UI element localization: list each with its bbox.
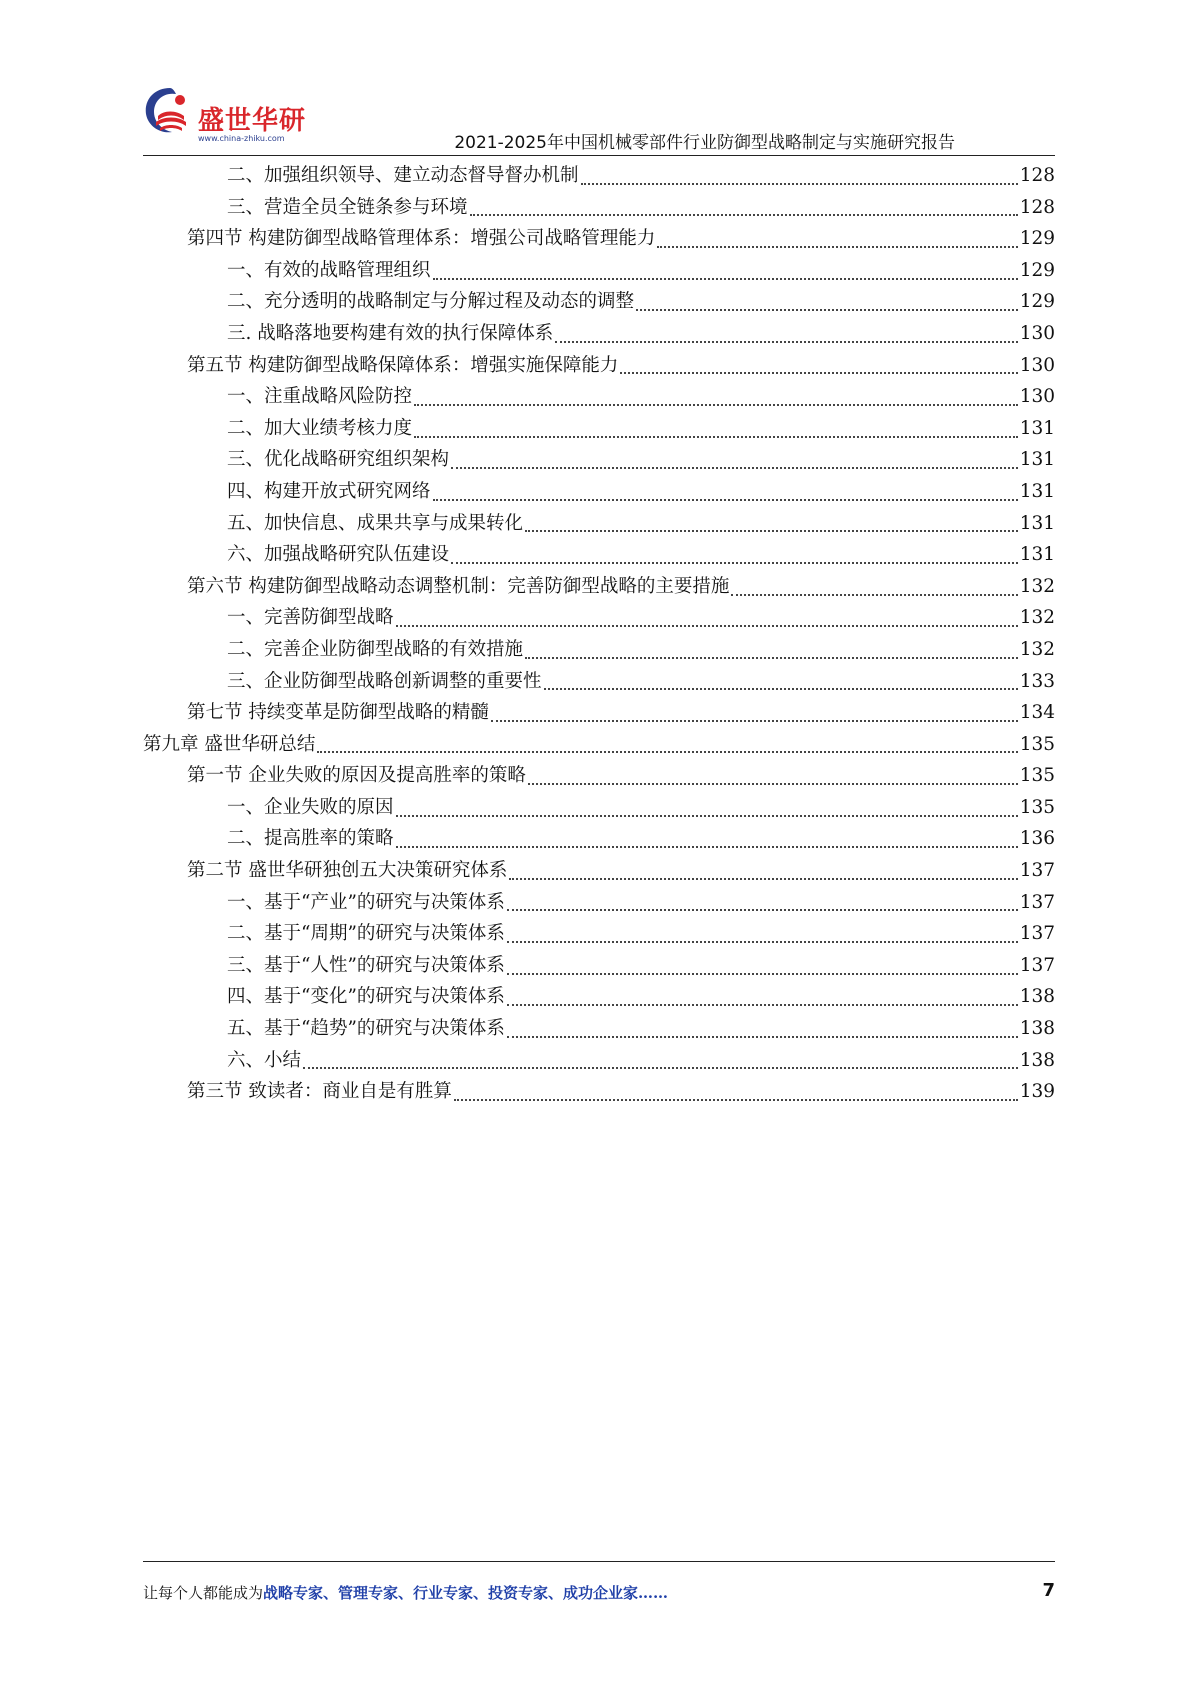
- table-of-contents: [143, 160, 1055, 1108]
- toc-entry-title: 第五节 构建防御型战略保障体系：增强实施保障能力: [187, 354, 619, 376]
- toc-entry[interactable]: [143, 255, 1055, 287]
- toc-entry-page: 132: [1019, 607, 1055, 629]
- toc-entry[interactable]: [143, 887, 1055, 919]
- toc-dot-leader: [414, 404, 1018, 406]
- toc-entry-page: 131: [1019, 480, 1055, 502]
- toc-entry-title: 三. 战略落地要构建有效的执行保障体系: [227, 322, 554, 344]
- toc-dot-leader: [581, 183, 1018, 185]
- toc-entry[interactable]: [143, 792, 1055, 824]
- toc-entry[interactable]: [143, 918, 1055, 950]
- toc-entry-page: 137: [1019, 860, 1055, 882]
- toc-entry[interactable]: [143, 634, 1055, 666]
- toc-entry-title: 二、加大业绩考核力度: [227, 417, 413, 439]
- toc-dot-leader: [507, 973, 1018, 975]
- toc-entry-page: 135: [1019, 765, 1055, 787]
- toc-entry[interactable]: [143, 760, 1055, 792]
- toc-entry[interactable]: [143, 350, 1055, 382]
- toc-entry-title: 三、企业防御型战略创新调整的重要性: [227, 670, 542, 692]
- toc-dot-leader: [303, 1067, 1018, 1069]
- toc-dot-leader: [414, 436, 1018, 438]
- toc-entry-page: 129: [1019, 228, 1055, 250]
- toc-dot-leader: [525, 530, 1018, 532]
- toc-entry[interactable]: [143, 444, 1055, 476]
- toc-entry-page: 138: [1019, 1018, 1055, 1040]
- toc-entry-title: 第四节 构建防御型战略管理体系：增强公司战略管理能力: [187, 228, 656, 250]
- toc-entry-page: 131: [1019, 417, 1055, 439]
- toc-entry-title: 五、加快信息、成果共享与成果转化: [227, 512, 524, 534]
- toc-entry-title: 六、小结: [227, 1049, 302, 1071]
- footer-divider: [143, 1561, 1055, 1562]
- toc-entry-page: 128: [1019, 196, 1055, 218]
- toc-dot-leader: [470, 214, 1018, 216]
- toc-entry-page: 129: [1019, 291, 1055, 313]
- toc-dot-leader: [507, 941, 1018, 943]
- toc-dot-leader: [528, 783, 1018, 785]
- toc-dot-leader: [507, 1004, 1018, 1006]
- toc-entry-title: 一、企业失败的原因: [227, 796, 394, 818]
- toc-dot-leader: [544, 688, 1018, 690]
- toc-entry[interactable]: [143, 571, 1055, 603]
- logo-text: 盛世华研: [198, 106, 307, 136]
- logo-emblem-icon: [140, 82, 200, 142]
- page-number: 7: [1042, 1580, 1055, 1601]
- toc-entry[interactable]: [143, 476, 1055, 508]
- toc-entry-page: 139: [1019, 1081, 1055, 1103]
- header-divider: [143, 155, 1055, 156]
- footer-slogan-prefix: 让每个人都能成为: [143, 1584, 264, 1602]
- toc-dot-leader: [636, 309, 1018, 311]
- toc-dot-leader: [491, 720, 1018, 722]
- toc-entry[interactable]: [143, 192, 1055, 224]
- toc-entry[interactable]: [143, 950, 1055, 982]
- toc-dot-leader: [317, 751, 1017, 753]
- toc-entry-page: 137: [1019, 891, 1055, 913]
- toc-entry-title: 第三节 致读者：商业自是有胜算: [187, 1081, 452, 1103]
- toc-entry-page: 128: [1019, 165, 1055, 186]
- toc-entry-page: 135: [1019, 796, 1055, 818]
- toc-entry[interactable]: [143, 223, 1055, 255]
- logo-url: www.china-zhiku.com: [198, 134, 285, 143]
- toc-entry[interactable]: [143, 318, 1055, 350]
- toc-entry-title: 二、提高胜率的策略: [227, 828, 394, 850]
- toc-dot-leader: [525, 657, 1018, 659]
- toc-entry-page: 134: [1019, 702, 1055, 724]
- toc-entry-title: 一、基于“产业”的研究与决策体系: [227, 891, 505, 913]
- toc-dot-leader: [620, 372, 1017, 374]
- toc-entry-title: 四、基于“变化”的研究与决策体系: [227, 986, 505, 1008]
- toc-entry[interactable]: [143, 666, 1055, 698]
- toc-entry-title: 三、营造全员全链条参与环境: [227, 196, 468, 218]
- toc-dot-leader: [396, 815, 1018, 817]
- page-header: [0, 0, 1191, 160]
- toc-dot-leader: [657, 246, 1017, 248]
- toc-entry-page: 137: [1019, 923, 1055, 945]
- toc-dot-leader: [509, 878, 1017, 880]
- toc-entry-title: 第七节 持续变革是防御型战略的精髓: [187, 702, 489, 724]
- toc-entry[interactable]: [143, 823, 1055, 855]
- toc-entry-page: 136: [1019, 828, 1055, 850]
- toc-entry[interactable]: [143, 160, 1055, 192]
- toc-entry-page: 133: [1019, 670, 1055, 692]
- toc-entry-page: 138: [1019, 1049, 1055, 1071]
- toc-dot-leader: [396, 846, 1018, 848]
- toc-entry[interactable]: [143, 729, 1055, 761]
- toc-dot-leader: [433, 499, 1018, 501]
- toc-entry[interactable]: [143, 602, 1055, 634]
- toc-entry-title: 一、完善防御型战略: [227, 607, 394, 629]
- toc-entry[interactable]: [143, 508, 1055, 540]
- toc-entry-title: 一、注重战略风险防控: [227, 386, 413, 408]
- toc-entry-title: 四、构建开放式研究网络: [227, 480, 431, 502]
- toc-entry-page: 130: [1019, 354, 1055, 376]
- toc-entry-title: 第九章 盛世华研总结: [143, 733, 316, 755]
- toc-entry[interactable]: [143, 286, 1055, 318]
- toc-entry-page: 130: [1019, 386, 1055, 408]
- toc-entry-title: 第六节 构建防御型战略动态调整机制：完善防御型战略的主要措施: [187, 575, 730, 597]
- document-title: 2021-2025年中国机械零部件行业防御型战略制定与实施研究报告: [454, 133, 955, 153]
- toc-entry-title: 三、优化战略研究组织架构: [227, 449, 450, 471]
- toc-dot-leader: [451, 562, 1018, 564]
- toc-entry-page: 131: [1019, 512, 1055, 534]
- toc-entry-page: 131: [1019, 544, 1055, 566]
- toc-dot-leader: [396, 625, 1018, 627]
- toc-dot-leader: [454, 1099, 1018, 1101]
- toc-entry-page: 132: [1019, 575, 1055, 597]
- toc-entry[interactable]: [143, 855, 1055, 887]
- toc-dot-leader: [507, 909, 1018, 911]
- toc-entry-title: 二、加强组织领导、建立动态督导督办机制: [227, 165, 579, 186]
- toc-entry-page: 138: [1019, 986, 1055, 1008]
- toc-entry[interactable]: [143, 1013, 1055, 1045]
- toc-dot-leader: [507, 1036, 1018, 1038]
- toc-entry-title: 二、基于“周期”的研究与决策体系: [227, 923, 505, 945]
- toc-dot-leader: [731, 594, 1017, 596]
- toc-entry[interactable]: [143, 413, 1055, 445]
- toc-entry-page: 129: [1019, 259, 1055, 281]
- footer-slogan: [143, 1582, 668, 1603]
- toc-dot-leader: [451, 467, 1018, 469]
- toc-entry[interactable]: [143, 1076, 1055, 1108]
- company-logo: [140, 82, 320, 154]
- toc-entry[interactable]: [143, 697, 1055, 729]
- toc-entry-title: 六、加强战略研究队伍建设: [227, 544, 450, 566]
- toc-entry-title: 第一节 企业失败的原因及提高胜率的策略: [187, 765, 526, 787]
- toc-entry[interactable]: [143, 1045, 1055, 1077]
- toc-entry[interactable]: [143, 539, 1055, 571]
- toc-entry-page: 130: [1019, 322, 1055, 344]
- toc-entry[interactable]: [143, 981, 1055, 1013]
- toc-entry[interactable]: [143, 381, 1055, 413]
- toc-entry-page: 131: [1019, 449, 1055, 471]
- footer-slogan-highlight: 战略专家、管理专家、行业专家、投资专家、成功企业家……: [263, 1584, 669, 1602]
- toc-entry-title: 二、充分透明的战略制定与分解过程及动态的调整: [227, 291, 635, 313]
- toc-entry-title: 第二节 盛世华研独创五大决策研究体系: [187, 860, 508, 882]
- toc-entry-title: 一、有效的战略管理组织: [227, 259, 431, 281]
- toc-entry-title: 二、完善企业防御型战略的有效措施: [227, 638, 524, 660]
- toc-entry-page: 137: [1019, 954, 1055, 976]
- toc-dot-leader: [555, 341, 1017, 343]
- toc-entry-page: 135: [1019, 733, 1055, 755]
- toc-entry-page: 132: [1019, 638, 1055, 660]
- toc-dot-leader: [433, 278, 1018, 280]
- toc-entry-title: 三、基于“人性”的研究与决策体系: [227, 954, 505, 976]
- toc-entry-title: 五、基于“趋势”的研究与决策体系: [227, 1018, 505, 1040]
